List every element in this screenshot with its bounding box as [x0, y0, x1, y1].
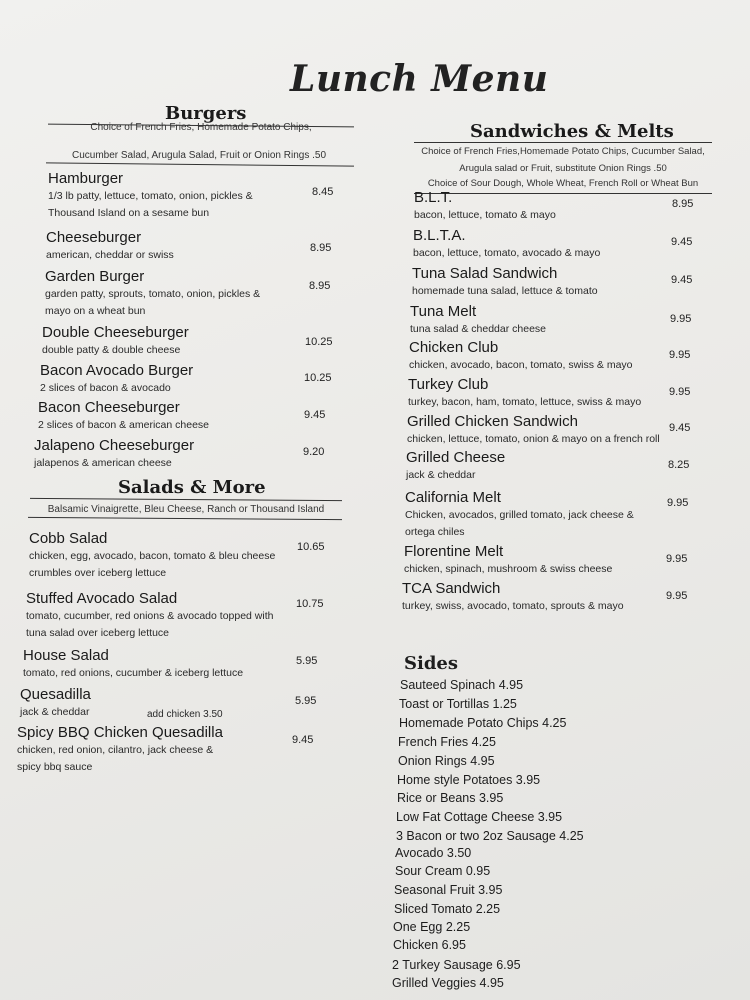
sides-heading: Sides	[404, 653, 459, 674]
side-item: Avocado 3.50	[395, 846, 472, 860]
item-price: 9.95	[669, 386, 691, 398]
menu-item	[48, 169, 283, 222]
menu-item	[42, 323, 292, 359]
menu-item	[45, 267, 285, 320]
item-price: 8.25	[668, 459, 690, 471]
side-item: Seasonal Fruit 3.95	[394, 883, 503, 897]
menu-item	[23, 646, 283, 682]
side-item: French Fries 4.25	[398, 735, 496, 749]
item-name: Grilled Chicken Sandwich	[407, 413, 578, 430]
side-item: Sour Cream 0.95	[395, 864, 491, 878]
item-name: Quesadilla	[20, 686, 91, 703]
item-description: american, cheddar or swiss	[46, 249, 174, 261]
menu-item	[406, 448, 656, 484]
item-name: Spicy BBQ Chicken Quesadilla	[17, 724, 223, 741]
item-description: garden patty, sprouts, tomato, onion, pickles & mayo on a wheat bun	[45, 288, 261, 317]
item-description: chicken, red onion, cilantro, jack cheese & spicy bbq sauce	[17, 744, 214, 773]
item-name: Tuna Melt	[410, 303, 477, 320]
side-item: Home style Potatoes 3.95	[397, 773, 541, 787]
side-item: Onion Rings 4.95	[398, 754, 495, 768]
salads-rule-top	[30, 498, 342, 501]
item-price: 8.45	[312, 186, 334, 198]
menu-item	[26, 589, 276, 642]
item-description: 1/3 lb patty, lettuce, tomato, onion, pickles & Thousand Island on a sesame bun	[48, 190, 253, 219]
item-name: TCA Sandwich	[402, 580, 501, 597]
item-description: 2 slices of bacon & american cheese	[38, 419, 210, 431]
item-price: 9.45	[304, 409, 326, 421]
menu-item	[413, 226, 663, 262]
burgers-note-line1: Choice of French Fries, Homemade Potato Chips,	[90, 122, 312, 133]
menu-item	[405, 488, 645, 541]
item-description: bacon, lettuce, tomato & mayo	[414, 209, 556, 221]
item-price: 9.95	[670, 313, 692, 325]
item-price: 9.45	[671, 274, 693, 286]
item-name: Florentine Melt	[404, 543, 504, 560]
side-item: Toast or Tortillas 1.25	[399, 697, 517, 711]
menu-item	[404, 542, 654, 578]
side-item: Chicken 6.95	[393, 938, 466, 952]
item-name: Tuna Salad Sandwich	[412, 265, 558, 282]
side-item: Sliced Tomato 2.25	[394, 902, 501, 916]
menu-item	[40, 361, 290, 397]
menu-item	[410, 302, 660, 338]
item-price: 5.95	[295, 695, 317, 707]
item-price: 9.95	[666, 590, 688, 602]
item-price: 8.95	[672, 198, 694, 210]
item-description: chicken, avocado, bacon, tomato, swiss & mayo	[409, 359, 633, 371]
menu-item	[29, 529, 289, 582]
menu-item	[46, 228, 286, 264]
menu-title: Lunch Menu	[290, 58, 549, 100]
item-description: bacon, lettuce, tomato, avocado & mayo	[413, 247, 601, 259]
quesadilla-add-chicken-note: add chicken 3.50	[147, 709, 223, 720]
menu-item	[407, 412, 667, 448]
side-item: Homemade Potato Chips 4.25	[399, 716, 567, 730]
item-description: Chicken, avocados, grilled tomato, jack cheese & ortega chiles	[405, 509, 634, 538]
item-description: tomato, red onions, cucumber & iceberg lettuce	[23, 667, 244, 679]
item-name: Chicken Club	[409, 339, 499, 356]
item-name: Hamburger	[48, 170, 124, 187]
item-name: Double Cheeseburger	[42, 324, 189, 341]
item-description: chicken, egg, avocado, bacon, tomato & bleu cheese crumbles over iceberg lettuce	[29, 550, 276, 579]
item-price: 9.95	[669, 349, 691, 361]
item-name: Bacon Avocado Burger	[40, 362, 194, 379]
item-name: California Melt	[405, 489, 501, 506]
item-name: House Salad	[23, 647, 109, 664]
item-description: double patty & double cheese	[42, 344, 181, 356]
sandwiches-note-line2: Arugula salad or Fruit, substitute Onion Rings .50	[459, 163, 667, 174]
burgers-note-line2: Cucumber Salad, Arugula Salad, Fruit or Onion Rings .50	[71, 150, 327, 161]
item-price: 5.95	[296, 655, 318, 667]
menu-item	[414, 188, 654, 224]
item-name: Jalapeno Cheeseburger	[34, 437, 195, 454]
item-name: Garden Burger	[45, 268, 145, 285]
side-item: Grilled Veggies 4.95	[392, 976, 504, 990]
side-item: One Egg 2.25	[393, 920, 471, 934]
side-item: 2 Turkey Sausage 6.95	[392, 958, 521, 972]
menu-item	[38, 398, 288, 434]
salads-note: Balsamic Vinaigrette, Bleu Cheese, Ranch or Thousand Island	[47, 504, 325, 515]
item-description: homemade tuna salad, lettuce & tomato	[412, 285, 598, 297]
menu-item	[402, 579, 662, 615]
sandwiches-rule-top	[414, 142, 712, 143]
item-description: chicken, spinach, mushroom & swiss cheese	[404, 563, 613, 575]
item-price: 10.65	[297, 541, 325, 553]
side-item: Rice or Beans 3.95	[397, 791, 504, 805]
item-name: Cobb Salad	[29, 530, 108, 547]
item-price: 9.95	[667, 497, 689, 509]
item-name: Bacon Cheeseburger	[38, 399, 180, 416]
sandwiches-note-line1: Choice of French Fries,Homemade Potato Chips, Cucumber Salad,	[421, 146, 705, 157]
menu-item	[409, 338, 659, 374]
side-item: Low Fat Cottage Cheese 3.95	[396, 810, 563, 824]
item-price: 10.75	[296, 598, 324, 610]
menu-item	[412, 264, 662, 300]
item-name: Turkey Club	[408, 376, 489, 393]
burgers-heading: Burgers	[165, 103, 247, 124]
item-name: Cheeseburger	[46, 229, 142, 246]
item-name: Stuffed Avocado Salad	[26, 590, 178, 607]
menu-item	[34, 436, 284, 472]
salads-rule-bottom	[28, 517, 342, 520]
menu-item	[408, 375, 658, 411]
item-description: turkey, bacon, ham, tomato, lettuce, swiss & mayo	[408, 396, 642, 408]
item-price: 10.25	[304, 372, 332, 384]
item-price: 8.95	[309, 280, 331, 292]
item-description: chicken, lettuce, tomato, onion & mayo on a french roll	[407, 433, 660, 445]
menu-item	[20, 685, 140, 721]
item-description: jalapenos & american cheese	[34, 457, 172, 469]
item-name: B.L.T.A.	[413, 227, 466, 244]
item-price: 9.95	[666, 553, 688, 565]
item-price: 9.20	[303, 446, 325, 458]
item-price: 9.45	[669, 422, 691, 434]
item-description: tomato, cucumber, red onions & avocado topped with tuna salad over iceberg lettuce	[26, 610, 274, 639]
item-description: turkey, swiss, avocado, tomato, sprouts & mayo	[402, 600, 624, 612]
sandwiches-heading: Sandwiches & Melts	[470, 121, 674, 142]
side-item: Sauteed Spinach 4.95	[400, 678, 524, 692]
item-name: B.L.T.	[414, 189, 453, 206]
salads-heading: Salads & More	[118, 477, 266, 498]
item-price: 9.45	[292, 734, 314, 746]
item-description: jack & cheddar	[20, 706, 90, 718]
item-price: 9.45	[671, 236, 693, 248]
sandwiches-note-line3: Choice of Sour Dough, Whole Wheat, French Roll or Wheat Bun	[427, 178, 699, 189]
item-price: 10.25	[305, 336, 333, 348]
item-description: tuna salad & cheddar cheese	[410, 323, 547, 335]
side-item: 3 Bacon or two 2oz Sausage 4.25	[396, 829, 584, 843]
item-description: jack & cheddar	[406, 469, 476, 481]
item-price: 8.95	[310, 242, 332, 254]
burgers-rule-bottom	[46, 162, 354, 166]
menu-item	[17, 723, 237, 776]
item-name: Grilled Cheese	[406, 449, 506, 466]
item-description: 2 slices of bacon & avocado	[40, 382, 171, 394]
